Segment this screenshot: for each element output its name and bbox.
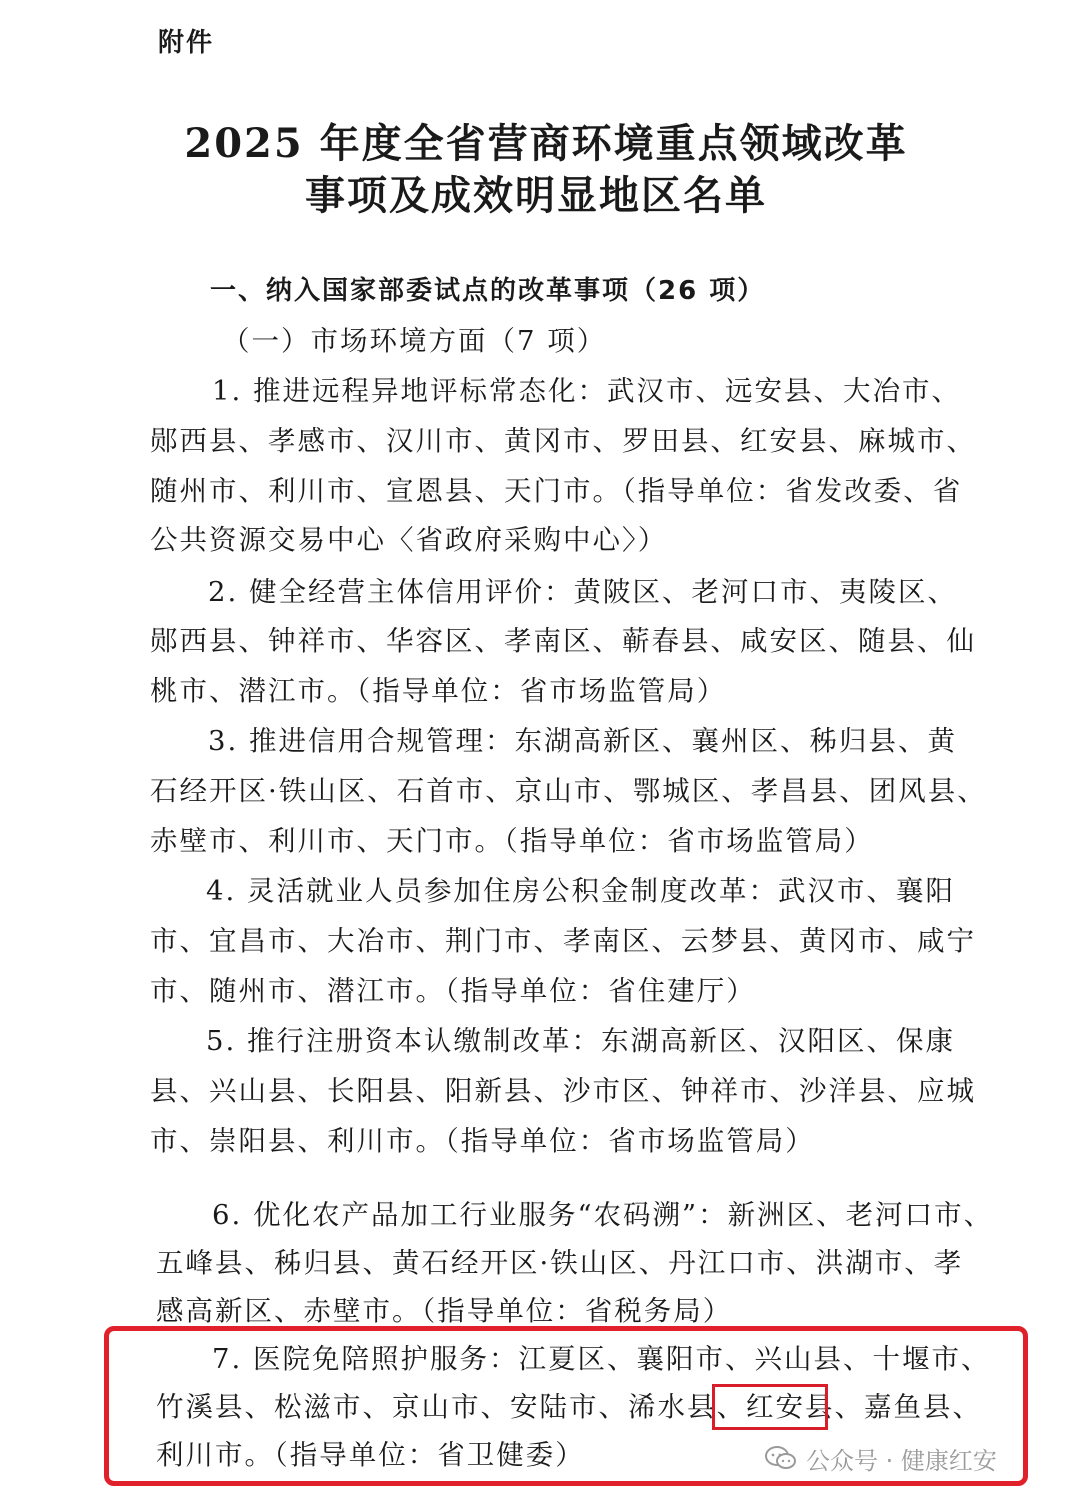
item-3-line-3: 赤壁市、利川市、天门市。（指导单位：省市场监管局） bbox=[150, 825, 874, 857]
item-4-line-1: 4. 灵活就业人员参加住房公积金制度改革：武汉市、襄阳 bbox=[206, 875, 955, 907]
item-1-line-4: 公共资源交易中心〈省政府采购中心〉） bbox=[150, 524, 668, 556]
item-5-line-2: 县、兴山县、长阳县、阳新县、沙市区、钟祥市、沙洋县、应城 bbox=[150, 1075, 976, 1107]
item-2-line-1: 2. 健全经营主体信用评价：黄陂区、老河口市、夷陵区、 bbox=[208, 576, 957, 608]
item-5-line-1: 5. 推行注册资本认缴制改革：东湖高新区、汉阳区、保康 bbox=[206, 1025, 955, 1057]
item-1-line-2: 郧西县、孝感市、汉川市、黄冈市、罗田县、红安县、麻城市、 bbox=[150, 425, 976, 457]
subsection-heading: （一）市场环境方面（7 项） bbox=[222, 325, 607, 357]
item-7-line-2: 竹溪县、松滋市、京山市、安陆市、浠水县、红安县、嘉鱼县、 bbox=[156, 1391, 982, 1423]
document-title-line-2: 事项及成效明显地区名单 bbox=[305, 172, 767, 219]
item-5-line-3: 市、崇阳县、利川市。（指导单位：省市场监管局） bbox=[150, 1125, 815, 1157]
item-6-line-1: 6. 优化农产品加工行业服务“农码溯”：新洲区、老河口市、 bbox=[212, 1199, 994, 1231]
watermark-text: 公众号 · 健康红安 bbox=[806, 1446, 997, 1475]
attachment-label: 附件 bbox=[158, 28, 215, 58]
item-7-line-1: 7. 医院免陪照护服务：江夏区、襄阳市、兴山县、十堰市、 bbox=[212, 1343, 991, 1375]
item-4-line-3: 市、随州市、潜江市。（指导单位：省住建厅） bbox=[150, 975, 756, 1007]
item-3-line-2: 石经开区·铁山区、石首市、京山市、鄂城区、孝昌县、团风县、 bbox=[150, 775, 987, 807]
item-7-line-3: 利川市。（指导单位：省卫健委） bbox=[156, 1439, 585, 1471]
item-6-line-2: 五峰县、秭归县、黄石经开区·铁山区、丹江口市、洪湖市、孝 bbox=[156, 1247, 964, 1279]
item-1-line-1: 1. 推进远程异地评标常态化：武汉市、远安县、大冶市、 bbox=[212, 375, 961, 407]
item-2-line-3: 桃市、潜江市。（指导单位：省市场监管局） bbox=[150, 675, 727, 707]
section-heading: 一、纳入国家部委试点的改革事项（26 项） bbox=[210, 276, 766, 306]
wechat-icon bbox=[764, 1445, 798, 1471]
document-title-line-1: 2025 年度全省营商环境重点领域改革 bbox=[184, 120, 908, 167]
item-6-line-3: 感高新区、赤壁市。（指导单位：省税务局） bbox=[156, 1295, 733, 1327]
highlight-word-box bbox=[712, 1384, 828, 1430]
item-2-line-2: 郧西县、钟祥市、华容区、孝南区、蕲春县、咸安区、随县、仙 bbox=[150, 625, 976, 657]
watermark bbox=[764, 1438, 997, 1478]
item-3-line-1: 3. 推进信用合规管理：东湖高新区、襄州区、秭归县、黄 bbox=[208, 725, 957, 757]
item-4-line-2: 市、宜昌市、大冶市、荆门市、孝南区、云梦县、黄冈市、咸宁 bbox=[150, 925, 976, 957]
item-1-line-3: 随州市、利川市、宣恩县、天门市。（指导单位：省发改委、省 bbox=[150, 475, 963, 507]
